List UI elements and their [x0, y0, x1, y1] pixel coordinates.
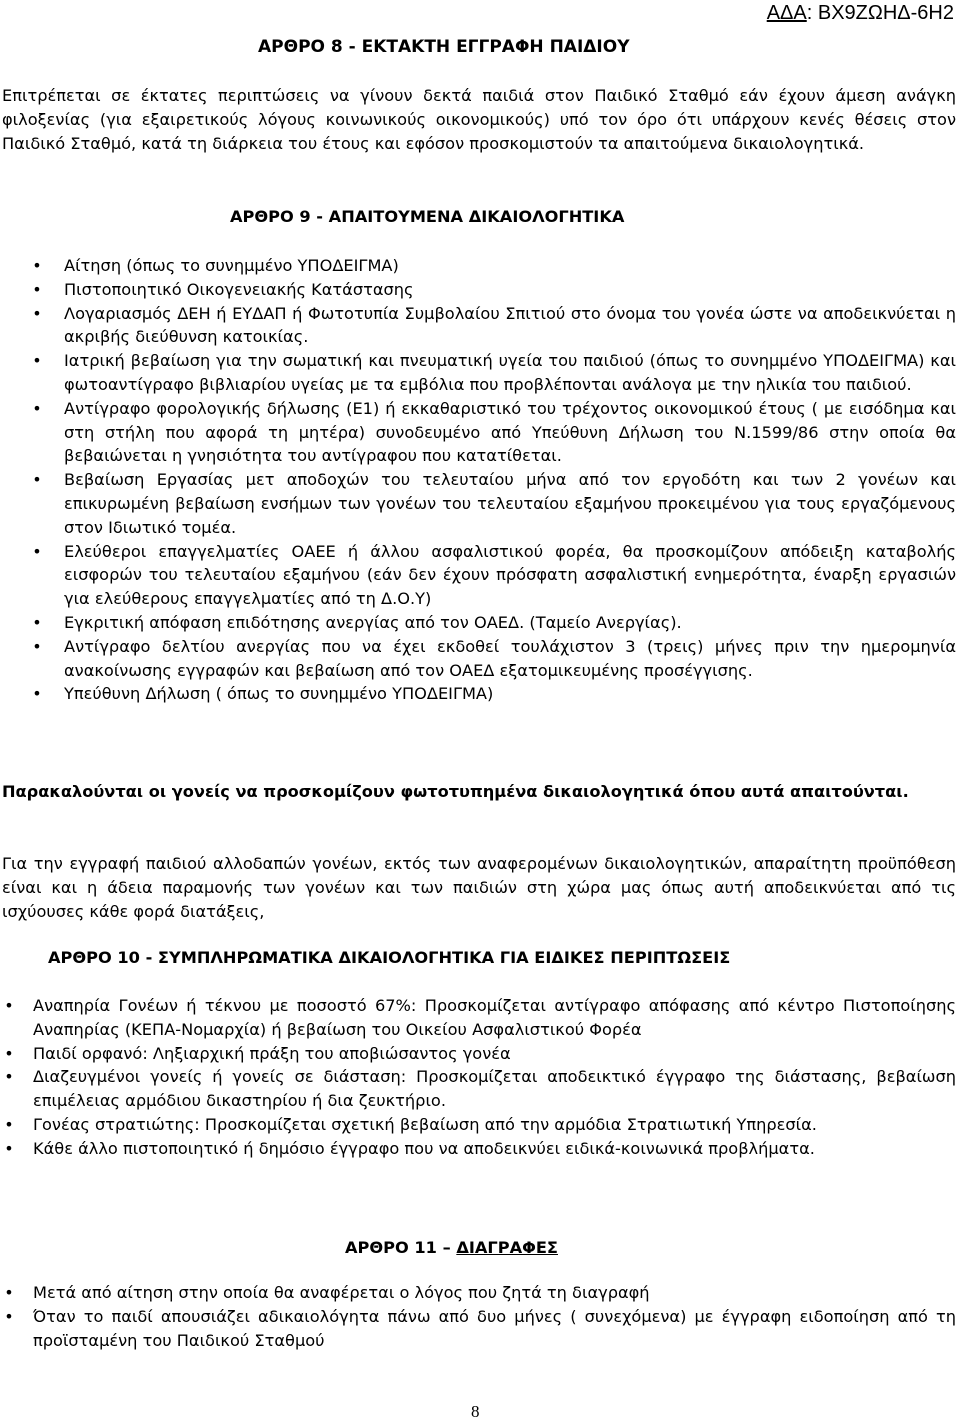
list-item: • Εγκριτική απόφαση επιδότησης ανεργίας από τον ΟΑΕΔ. (Ταμείο Ανεργίας). [0, 611, 956, 635]
ada-label: ΑΔΑ [766, 2, 807, 24]
bullet-icon: • [32, 279, 42, 299]
article-11-title [345, 1237, 558, 1259]
list-item: • Γονέας στρατιώτης: Προσκομίζεται σχετική βεβαίωση από την αρμόδια Στρατιωτική Υπηρεσία. [0, 1113, 956, 1137]
list-item: • Ιατρική βεβαίωση για την σωματική και πνευματική υγεία του παιδιού (όπως το συνημμένο ΥΠΟΔΕΙΓΜΑ) και φωτοαντίγραφο βιβλιαρίου υγείας με τα εμβόλια που προβλέπονται ανάλογα με την ηλικία του παιδιού. [0, 349, 956, 397]
article-10-title: ΑΡΘΡΟ 10 - ΣΥΜΠΛΗΡΩΜΑΤΙΚΑ ΔΙΚΑΙΟΛΟΓΗΤΙΚΑ ΓΙΑ ΕΙΔΙΚΕΣ ΠΕΡΙΠΤΩΣΕΙΣ [48, 948, 731, 967]
list-item: • Πιστοποιητικό Οικογενειακής Κατάστασης [0, 278, 956, 302]
list-item: • Αναπηρία Γονέων ή τέκνου με ποσοστό 67%: Προσκομίζεται αντίγραφο απόφασης από κέντρο Πιστοποίησης Αναπηρίας (ΚΕΠΑ-Νομαρχία) ή βεβαίωση του Οικείου Ασφαλιστικού Φορέα [0, 994, 956, 1042]
article-11-title-main: ΔΙΑΓΡΑΦΕΣ [456, 1238, 558, 1257]
list-item: • Λογαριασμός ΔΕΗ ή ΕΥΔΑΠ ή Φωτοτυπία Συμβολαίου Σπιτιού στο όνομα του γονέα ώστε να αποδεικνύεται η ακριβής διεύθυνση κατοικίας. [0, 302, 956, 350]
bullet-icon: • [32, 684, 42, 704]
bullet-icon: • [32, 612, 42, 632]
ada-value: : ΒΧ9ΖΩΗΔ-6Η2 [806, 2, 954, 24]
bullet-icon: • [4, 1138, 14, 1158]
list-item: • Βεβαίωση Εργασίας μετ αποδοχών του τελευταίου μήνα από τον εργοδότη και των 2 γονέων και επικυρωμένη βεβαίωση ενσήμων των γονέων του τελευταίου εξαμήνου προκειμένου για τους εργαζόμενους στον Ιδιωτικό τομέα. [0, 468, 956, 539]
article-8-text: Επιτρέπεται σε έκτατες περιπτώσεις να γίνουν δεκτά παιδιά στον Παιδικό Σταθμό εάν έχουν άμεση ανάγκη φιλοξενίας (για εξαιρετικούς λόγους κοινωνικούς οικονομικούς) υπό τον όρο ότι υπάρχουν κενές θέσεις στον Παιδικό Σταθμό, κατά τη διάρκεια του έτους και εφόσον προσκομιστούν τα απαιτούμενα δικαιολογητικά. [2, 86, 956, 153]
bullet-icon: • [4, 1283, 14, 1302]
bullet-icon: • [32, 470, 42, 490]
list-item: • Μετά από αίτηση στην οποία θα αναφέρεται ο λόγος που ζητά τη διαγραφή [0, 1281, 956, 1305]
list-item: • Κάθε άλλο πιστοποιητικό ή δημόσιο έγγραφο που να αποδεικνύει ειδικά-κοινωνικά προβλήματα. [0, 1137, 956, 1161]
bullet-icon: • [32, 351, 42, 371]
bullet-icon: • [32, 256, 42, 275]
article-10-list [0, 994, 956, 1161]
list-item: • Υπεύθυνη Δήλωση ( όπως το συνημμένο ΥΠΟΔΕΙΓΜΑ) [0, 682, 956, 706]
list-item: • Αντίγραφο δελτίου ανεργίας που να έχει εκδοθεί τουλάχιστον 3 (τρεις) μήνες πριν την ημερομηνία ανακοίνωσης εγγραφών και βεβαίωση από τον ΟΑΕΔ εξατομικευμένης προσέγγισης. [0, 635, 956, 683]
article-11-list [0, 1281, 956, 1352]
bullet-icon: • [32, 303, 42, 323]
bullet-icon: • [32, 636, 42, 656]
list-item: • Όταν το παιδί απουσιάζει αδικαιολόγητα πάνω από δυο μήνες ( συνεχόμενα) με έγγραφη ειδοποίηση από τη προϊσταμένη του Παιδικού Σταθμού [0, 1305, 956, 1353]
list-item: • Ελεύθεροι επαγγελματίες ΟΑΕΕ ή άλλου ασφαλιστικού φορέα, θα προσκομίζουν απόδειξη καταβολής εισφορών του τελευταίου εξαμήνου (εάν δεν έχουν πρόσφατη ασφαλιστική ενημερότητα, έναρξη εργασιών για ελεύθερους επαγγελματίες από τη Δ.Ο.Υ) [0, 540, 956, 611]
article-8-title: ΑΡΘΡΟ 8 - ΕΚΤΑΚΤΗ ΕΓΓΡΑΦΗ ΠΑΙΔΙΟΥ [258, 37, 630, 57]
bullet-icon: • [4, 1114, 14, 1134]
bullet-icon: • [4, 1067, 14, 1087]
bullet-icon: • [32, 541, 42, 561]
article-9-title: ΑΡΘΡΟ 9 - ΑΠΑΙΤΟΥΜΕΝΑ ΔΙΚΑΙΟΛΟΓΗΤΙΚΑ [230, 207, 625, 226]
bullet-icon: • [4, 996, 14, 1015]
foreign-parents-text: Για την εγγραφή παιδιού αλλοδαπών γονέων, εκτός των αναφερομένων δικαιολογητικών, απαραίτητη προϋπόθεση είναι και η άδεια παραμονής των γονέων και των παιδιών στη χώρα μας όπως αυτή αποδεικνύεται από τις ισχύουσες κάθε φορά διατάξεις, [2, 854, 956, 921]
bullet-icon: • [32, 398, 42, 418]
list-item: • Διαζευγμένοι γονείς ή γονείς σε διάσταση: Προσκομίζεται αποδεικτικό έγγραφο της διάστασης, βεβαίωση επιμέλειας αρμόδιου δικαστηρίου ή δια ζευκτήριο. [0, 1065, 956, 1113]
list-item: • Αντίγραφο φορολογικής δήλωσης (Ε1) ή εκκαθαριστικό του τρέχοντος οικονομικού έτους ( με εισόδημα και στη στήλη που αφορά τη μητέρα) συνοδευμένο από Υπεύθυνη Δήλωση του Ν.1599/86 στην οποία θα βεβαιώνεται η γνησιότητα του αντίγραφου που κατατίθεται. [0, 397, 956, 468]
list-item: • Παιδί ορφανό: Ληξιαρχική πράξη του αποβιώσαντος γονέα [0, 1042, 956, 1066]
article-9-list [0, 254, 956, 706]
page-number: 8 [471, 1402, 480, 1421]
ada-code [767, 0, 954, 26]
photocopy-notice: Παρακαλούνται οι γονείς να προσκομίζουν φωτοτυπημένα δικαιολογητικά όπου αυτά απαιτούνται. [2, 782, 909, 801]
article-11-title-prefix: ΑΡΘΡΟ 11 – [345, 1238, 457, 1257]
bullet-icon: • [4, 1043, 14, 1063]
list-item: • Αίτηση (όπως το συνημμένο ΥΠΟΔΕΙΓΜΑ) [0, 254, 956, 278]
bullet-icon: • [4, 1306, 14, 1326]
